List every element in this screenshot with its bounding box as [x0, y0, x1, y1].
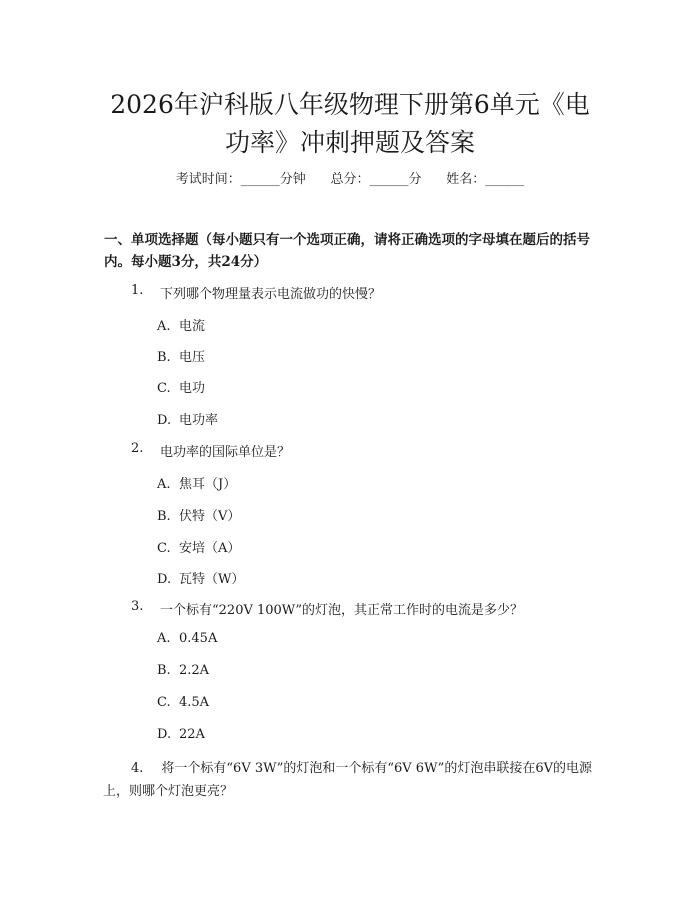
- option-letter: A.: [157, 477, 171, 492]
- section-heading: 一、单项选择题（每小题只有一个选项正确，请将正确选项的字母填在题后的括号内。每小题3分，共24分）: [104, 232, 590, 270]
- question-number: 2.: [131, 441, 144, 456]
- option-2b: [157, 505, 240, 524]
- question-text: 下列哪个物理量表示电流做功的快慢？: [160, 287, 382, 302]
- option-text: 电流: [179, 319, 206, 334]
- option-letter: D.: [157, 727, 172, 742]
- option-letter: C.: [157, 381, 171, 396]
- option-text: 安培（A）: [179, 541, 241, 556]
- option-3a: [157, 631, 217, 646]
- option-text: 22A: [179, 727, 205, 742]
- option-3d: [157, 727, 205, 742]
- option-letter: D.: [157, 413, 172, 428]
- option-1c: [157, 377, 205, 396]
- option-letter: D.: [157, 572, 172, 587]
- option-2a: [157, 473, 236, 492]
- option-text: 电功率: [179, 413, 219, 428]
- option-1b: [157, 346, 205, 365]
- option-1a: [157, 315, 205, 334]
- option-3c: [157, 695, 209, 710]
- question-number: 3.: [131, 599, 144, 614]
- question-number: 1.: [131, 283, 144, 298]
- option-text: 2.2A: [179, 663, 210, 678]
- option-text: 电功: [179, 381, 206, 396]
- option-text: 伏特（V）: [179, 509, 241, 524]
- option-text: 电压: [179, 350, 206, 365]
- question-4: [103, 757, 600, 803]
- option-letter: B.: [157, 663, 171, 678]
- document-title: 2026年沪科版八年级物理下册第6单元《电功率》冲刺押题及答案: [110, 90, 590, 157]
- option-text: 瓦特（W）: [179, 572, 245, 587]
- exam-info-line: 考试时间：______分钟 总分：______分 姓名：______: [175, 172, 525, 187]
- question-text: 电功率的国际单位是？: [160, 445, 291, 460]
- option-letter: A.: [157, 631, 171, 646]
- option-letter: C.: [157, 695, 171, 710]
- question-number: 4.: [131, 761, 144, 776]
- option-letter: B.: [157, 509, 171, 524]
- option-letter: B.: [157, 350, 171, 365]
- option-3b: [157, 663, 209, 678]
- question-text: 将一个标有“6V 3W”的灯泡和一个标有“6V 6W”的灯泡串联接在6V的电源上，则哪个灯泡更亮？: [103, 761, 592, 799]
- option-text: 4.5A: [179, 695, 210, 710]
- option-text: 焦耳（J）: [179, 477, 237, 492]
- option-text: 0.45A: [179, 631, 218, 646]
- option-2c: [157, 537, 240, 556]
- question-text: 一个标有“220V 100W”的灯泡，其正常工作时的电流是多少？: [160, 603, 524, 618]
- option-letter: C.: [157, 541, 171, 556]
- option-1d: [157, 409, 218, 428]
- option-letter: A.: [157, 319, 171, 334]
- option-2d: [157, 568, 244, 587]
